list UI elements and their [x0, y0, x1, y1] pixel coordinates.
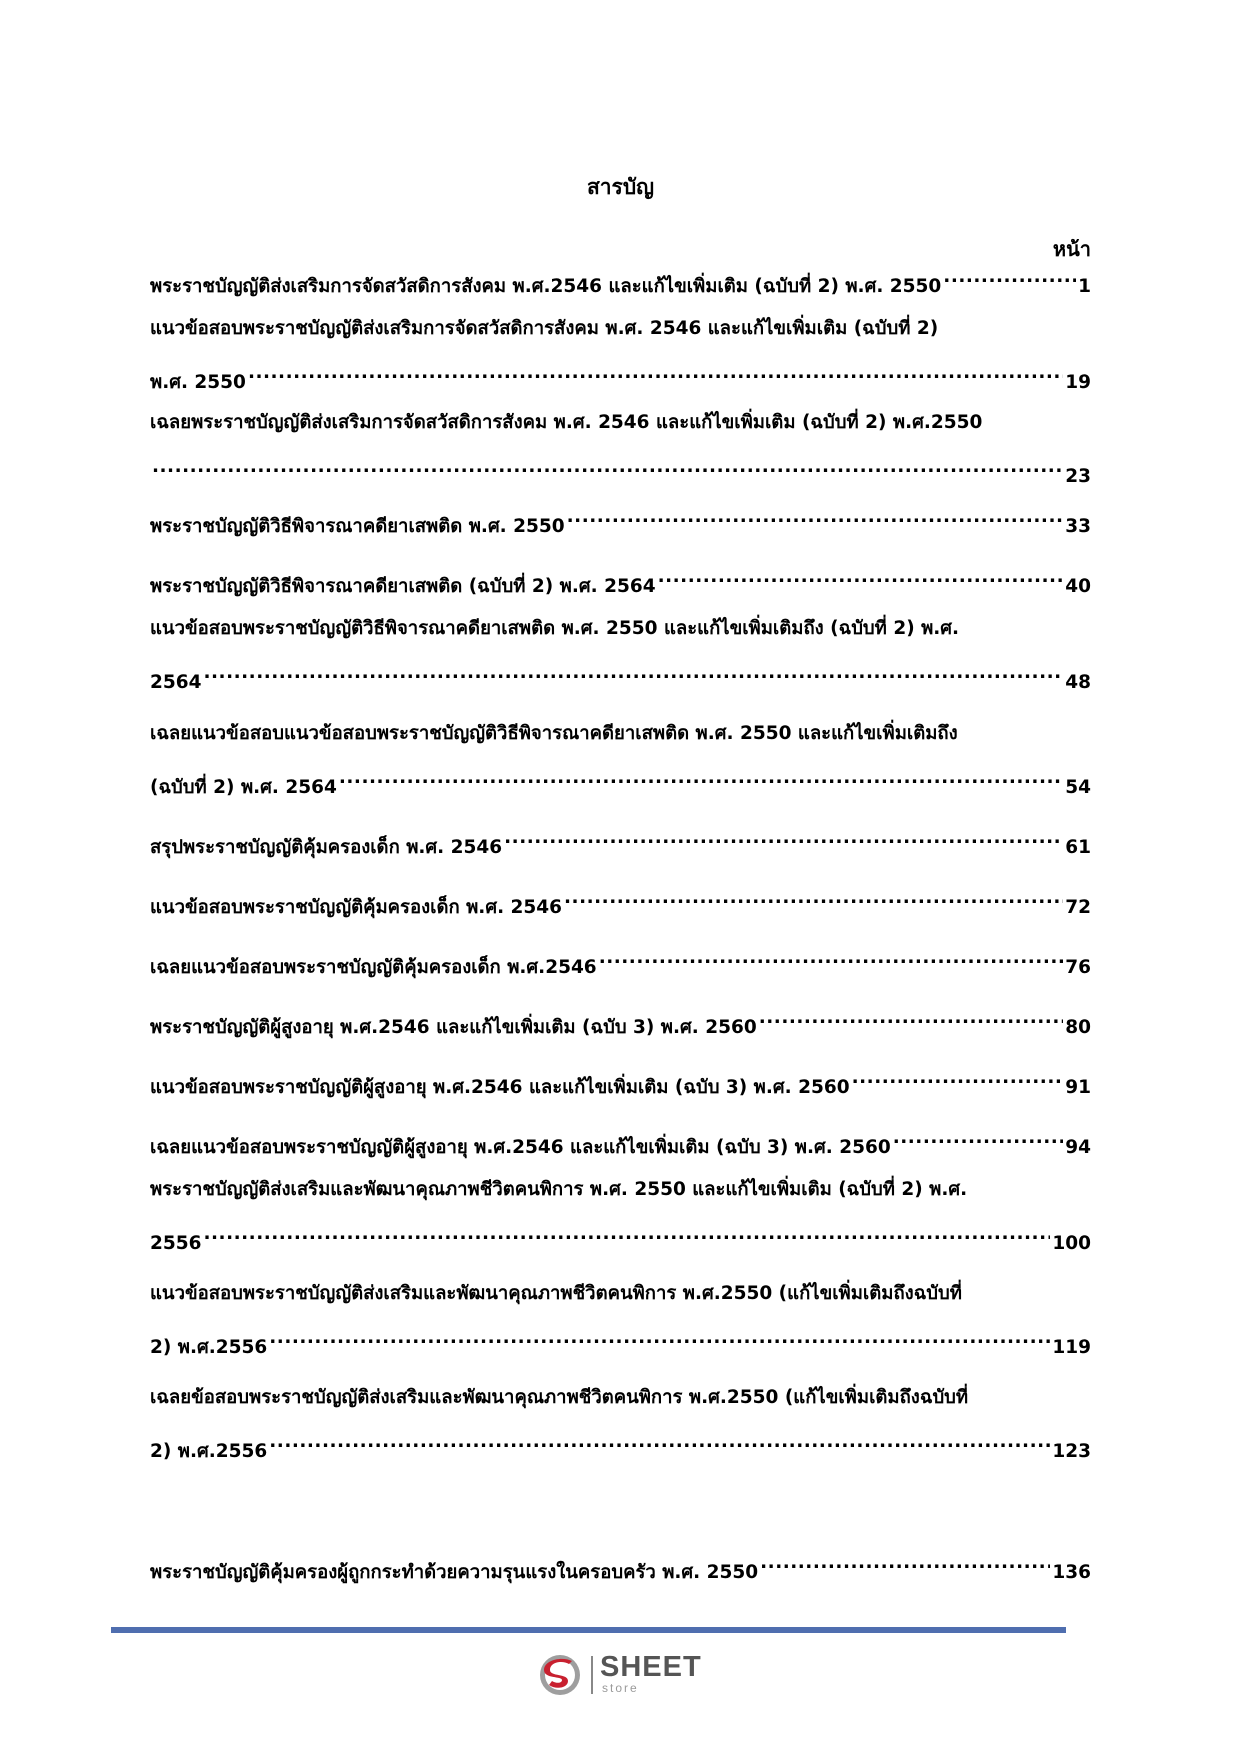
toc-entry-page: 1: [1078, 276, 1091, 297]
toc-entry-page: 91: [1065, 1077, 1091, 1098]
dot-leader: [852, 1063, 1064, 1093]
toc-entry-line: [150, 763, 1091, 798]
toc-entry-line: [150, 1003, 1091, 1038]
toc-entry-page: 136: [1052, 1562, 1091, 1583]
toc-entry-line: [150, 883, 1091, 918]
toc-entry-line: [150, 452, 1091, 487]
sheet-store-logo: [538, 1652, 708, 1698]
toc-entry-page: 119: [1052, 1337, 1091, 1358]
toc-entry-line: [150, 502, 1091, 537]
toc-entry[interactable]: [150, 1175, 1091, 1254]
toc-entry-page: 72: [1065, 897, 1091, 918]
toc-entry[interactable]: [150, 502, 1091, 537]
toc-entry-page: 123: [1052, 1441, 1091, 1462]
dot-leader: [248, 358, 1063, 388]
dot-leader: [564, 883, 1063, 913]
toc-entry-line: [150, 562, 1091, 597]
toc-entry-line: [150, 358, 1091, 393]
toc-entry-title: พ.ศ. 2550: [150, 372, 246, 393]
toc-title: สารบัญ: [586, 175, 655, 199]
toc-entry-line: [150, 1063, 1091, 1098]
dot-leader: [893, 1123, 1064, 1153]
logo-subtext: store: [602, 1681, 639, 1695]
toc-entry-title: เฉลยแนวข้อสอบพระราชบัญญัติคุ้มครองเด็ก พ.ศ.2546: [150, 957, 597, 978]
toc-entry-page: 61: [1065, 837, 1091, 858]
sheet-store-logo-icon: [538, 1652, 582, 1698]
footer-rule: [111, 1627, 1066, 1633]
toc-entry-title: (ฉบับที่ 2) พ.ศ. 2564: [150, 777, 337, 798]
dot-leader: [759, 1003, 1064, 1033]
toc-entry[interactable]: [150, 1123, 1091, 1158]
toc-entry-page: 76: [1065, 957, 1091, 978]
toc-entry-title-line: แนวข้อสอบพระราชบัญญัติวิธีพิจารณาคดียาเสพติด พ.ศ. 2550 และแก้ไขเพิ่มเติมถึง (ฉบับที่ 2) พ.ศ.: [150, 618, 960, 639]
toc-entry-page: 54: [1065, 777, 1091, 798]
toc-entry[interactable]: [150, 614, 1091, 693]
toc-entry-title: 2) พ.ศ.2556: [150, 1337, 268, 1358]
toc-entry[interactable]: [150, 1003, 1091, 1038]
toc-entry-title: แนวข้อสอบพระราชบัญญัติคุ้มครองเด็ก พ.ศ. 2546: [150, 897, 563, 918]
toc-entry[interactable]: [150, 408, 1091, 487]
dot-leader: [760, 1548, 1050, 1578]
toc-entry[interactable]: [150, 1279, 1091, 1358]
toc-entry-line: [150, 823, 1091, 858]
toc-entry-title: พระราชบัญญัติวิธีพิจารณาคดียาเสพติด (ฉบับที่ 2) พ.ศ. 2564: [150, 576, 656, 597]
toc-entry-title: 2564: [150, 672, 202, 693]
toc-entry-page: 48: [1065, 672, 1091, 693]
toc-entry-line: [150, 658, 1091, 693]
toc-entry-line: [150, 1219, 1091, 1254]
toc-entry-title: สรุปพระราชบัญญัติคุ้มครองเด็ก พ.ศ. 2546: [150, 837, 503, 858]
toc-entry-title: 2) พ.ศ.2556: [150, 1441, 268, 1462]
toc-entry-title-line: พระราชบัญญัติส่งเสริมและพัฒนาคุณภาพชีวิตคนพิการ พ.ศ. 2550 และแก้ไขเพิ่มเติม (ฉบับที่ 2) พ.ศ.: [150, 1179, 968, 1200]
toc-entry[interactable]: [150, 719, 1091, 798]
toc-entry-line: [150, 943, 1091, 978]
toc-entry-page: 80: [1065, 1017, 1091, 1038]
toc-entry-title-line: แนวข้อสอบพระราชบัญญัติส่งเสริมการจัดสวัสดิการสังคม พ.ศ. 2546 และแก้ไขเพิ่มเติม (ฉบับที่ 2): [150, 318, 939, 339]
toc-entry-page: 40: [1065, 576, 1091, 597]
dot-leader: [943, 262, 1076, 292]
toc-entry-title: เฉลยแนวข้อสอบพระราชบัญญัติผู้สูงอายุ พ.ศ.2546 และแก้ไขเพิ่มเติม (ฉบับ 3) พ.ศ. 2560: [150, 1137, 891, 1158]
toc-entry-title-line: แนวข้อสอบพระราชบัญญัติส่งเสริมและพัฒนาคุณภาพชีวิตคนพิการ พ.ศ.2550 (แก้ไขเพิ่มเติมถึงฉบับที่: [150, 1283, 962, 1304]
toc-entry-title: พระราชบัญญัติคุ้มครองผู้ถูกกระทำด้วยความรุนแรงในครอบครัว พ.ศ. 2550: [150, 1562, 759, 1583]
dot-leader: [204, 1219, 1051, 1249]
dot-leader: [269, 1323, 1050, 1353]
dot-leader: [658, 562, 1064, 592]
dot-leader: [339, 763, 1063, 793]
dot-leader: [152, 452, 1063, 482]
toc-entry[interactable]: [150, 262, 1091, 297]
dot-leader: [567, 502, 1064, 532]
toc-entry-page: 94: [1065, 1137, 1091, 1158]
toc-entry-title-line: เฉลยข้อสอบพระราชบัญญัติส่งเสริมและพัฒนาคุณภาพชีวิตคนพิการ พ.ศ.2550 (แก้ไขเพิ่มเติมถึงฉบับที่: [150, 1387, 969, 1408]
toc-entry[interactable]: [150, 943, 1091, 978]
toc-entry-page: 23: [1065, 466, 1091, 487]
toc-entry[interactable]: [150, 823, 1091, 858]
toc-entry[interactable]: [150, 1548, 1091, 1583]
logo-text: SHEET: [600, 1651, 702, 1683]
dot-leader: [269, 1427, 1050, 1457]
toc-entry-page: 33: [1065, 516, 1091, 537]
toc-entry[interactable]: [150, 562, 1091, 597]
dot-leader: [504, 823, 1063, 853]
dot-leader: [599, 943, 1064, 973]
toc-entry-title: พระราชบัญญัติวิธีพิจารณาคดียาเสพติด พ.ศ. 2550: [150, 516, 565, 537]
toc-entry-line: [150, 262, 1091, 297]
toc-entry-line: [150, 1548, 1091, 1583]
toc-entry-line: [150, 1323, 1091, 1358]
dot-leader: [204, 658, 1064, 688]
toc-entry-page: 100: [1052, 1233, 1091, 1254]
toc-entry-title: 2556: [150, 1233, 202, 1254]
toc-entry[interactable]: [150, 883, 1091, 918]
toc-entry-title-line: เฉลยพระราชบัญญัติส่งเสริมการจัดสวัสดิการสังคม พ.ศ. 2546 และแก้ไขเพิ่มเติม (ฉบับที่ 2) พ.ศ.2550: [150, 412, 983, 433]
toc-entry[interactable]: [150, 1383, 1091, 1462]
toc-entry-page: 19: [1065, 372, 1091, 393]
toc-entry-line: [150, 1123, 1091, 1158]
page-column-label: หน้า: [1052, 237, 1091, 261]
toc-entry-title: พระราชบัญญัติผู้สูงอายุ พ.ศ.2546 และแก้ไขเพิ่มเติม (ฉบับ 3) พ.ศ. 2560: [150, 1017, 757, 1038]
toc-entry-title: พระราชบัญญัติส่งเสริมการจัดสวัสดิการสังคม พ.ศ.2546 และแก้ไขเพิ่มเติม (ฉบับที่ 2) พ.ศ. 2550: [150, 276, 942, 297]
toc-entry-title-line: เฉลยแนวข้อสอบแนวข้อสอบพระราชบัญญัติวิธีพิจารณาคดียาเสพติด พ.ศ. 2550 และแก้ไขเพิ่มเติมถึง: [150, 723, 958, 744]
toc-entry[interactable]: [150, 1063, 1091, 1098]
toc-entry[interactable]: [150, 314, 1091, 393]
toc-entry-title: แนวข้อสอบพระราชบัญญัติผู้สูงอายุ พ.ศ.2546 และแก้ไขเพิ่มเติม (ฉบับ 3) พ.ศ. 2560: [150, 1077, 850, 1098]
logo-divider: [591, 1656, 593, 1694]
toc-entry-line: [150, 1427, 1091, 1462]
